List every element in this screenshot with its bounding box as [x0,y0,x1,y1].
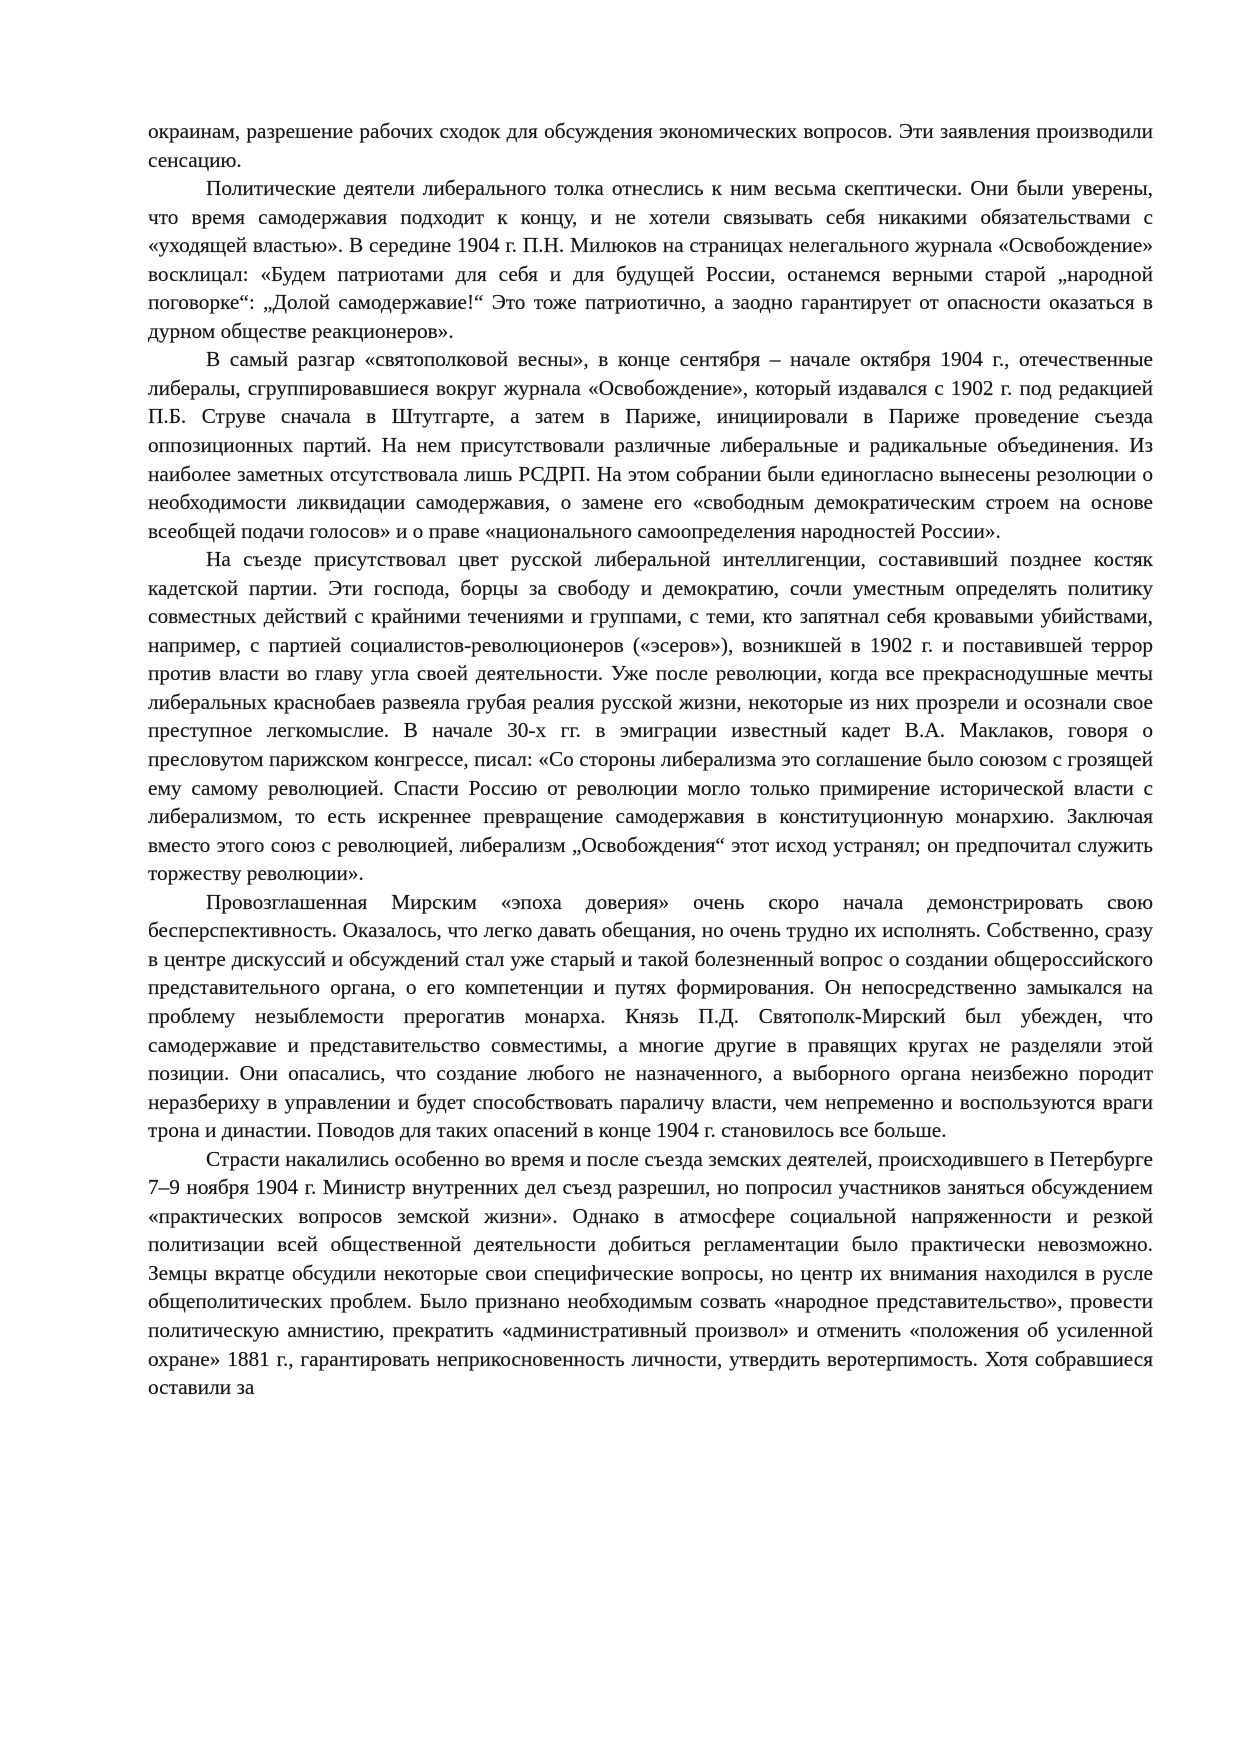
paragraph-4: На съезде присутствовал цвет русской либеральной интеллигенции, составивший позднее костяк кадетской партии. Эти господа, борцы за свободу и демократию, сочли уместным определять политику совместных действий с крайними течениями и группами, с теми, кто запятнал себя кровавыми убийствами, например, с партией социалистов-революционеров («эсеров»), возникшей в 1902 г. и поставившей террор против власти во главу угла своей деятельности. Уже после революции, когда все прекраснодушные мечты либеральных краснобаев развеяла грубая реалия русской жизни, некоторые из них прозрели и осознали свое преступное легкомыслие. В начале 30-х гг. в эмиграции известный кадет В.А. Маклаков, говоря о пресловутом парижском конгрессе, писал: «Со стороны либерализма это соглашение было союзом с грозящей ему самому революцией. Спасти Россию от революции могло только примирение исторической власти с либерализмом, то есть искреннее превращение самодержавия в конституционную монархию. Заключая вместо этого союз с революцией, либерализм „Освобождения“ этот исход устранял; он предпочитал служить торжеству революции». [148,547,1153,886]
paragraph-6: Страсти накалились особенно во время и после съезда земских деятелей, происходившего в Петербурге 7–9 ноября 1904 г. Министр внутренних дел съезд разрешил, но попросил участников заняться обсуждением «практических вопросов земской жизни». Однако в атмосфере социальной напряженности и резкой политизации всей общественной деятельности добиться регламентации было практически невозможно. Земцы вкратце обсудили некоторые свои специфические вопросы, но центр их внимания находился в русле общеполитических проблем. Было признано необходимым созвать «народное представительство», провести политическую амнистию, прекратить «административный произвол» и отменить «положения об усиленной охране» 1881 г., гарантировать неприкосновенность личности, утвердить веротерпимость. Хотя собравшиеся оставили за [148,1146,1153,1400]
paragraph-1: окраинам, разрешение рабочих сходок для обсуждения экономических вопросов. Эти заявления производили сенсацию. [148,119,1153,172]
document-page [148,117,1153,1402]
paragraph-3: В самый разгар «святополковой весны», в конце сентября – начале октября 1904 г., отечественные либералы, сгруппировавшиеся вокруг журнала «Освобождение», который издавался с 1902 г. под редакцией П.Б. Струве сначала в Штутгарте, а затем в Париже, инициировали в Париже проведение съезда оппозиционных партий. На нем присутствовали различные либеральные и радикальные объединения. Из наиболее заметных отсутствовала лишь РСДРП. На этом собрании были единогласно вынесены резолюции о необходимости ликвидации самодержавия, о замене его «свободным демократическим строем на основе всеобщей подачи голосов» и о праве «национального самоопределения народностей России». [148,347,1153,543]
paragraph-2: Политические деятели либерального толка отнеслись к ним весьма скептически. Они были уверены, что время самодержавия подходит к концу, и не хотели связывать себя никакими обязательствами с «уходящей властью». В середине 1904 г. П.Н. Милюков на страницах нелегального журнала «Освобождение» восклицал: «Будем патриотами для себя и для будущей России, останемся верными старой „народной поговорке“: „Долой самодержавие!“ Это тоже патриотично, а заодно гарантирует от опасности оказаться в дурном обществе реакционеров». [148,176,1153,343]
paragraph-5: Провозглашенная Мирским «эпоха доверия» очень скоро начала демонстрировать свою бесперспективность. Оказалось, что легко давать обещания, но очень трудно их исполнять. Собственно, сразу в центре дискуссий и обсуждений стал уже старый и такой болезненный вопрос о создании общероссийского представительного органа, о его компетенции и путях формирования. Он непосредственно замыкался на проблему незыблемости прерогатив монарха. Князь П.Д. Святополк-Мирский был убежден, что самодержавие и представительство совместимы, а многие другие в правящих кругах не разделяли этой позиции. Они опасались, что создание любого не назначенного, а выборного органа неизбежно породит неразбериху в управлении и будет способствовать параличу власти, чем непременно и воспользуются враги трона и династии. Поводов для таких опасений в конце 1904 г. становилось все больше. [148,889,1153,1143]
